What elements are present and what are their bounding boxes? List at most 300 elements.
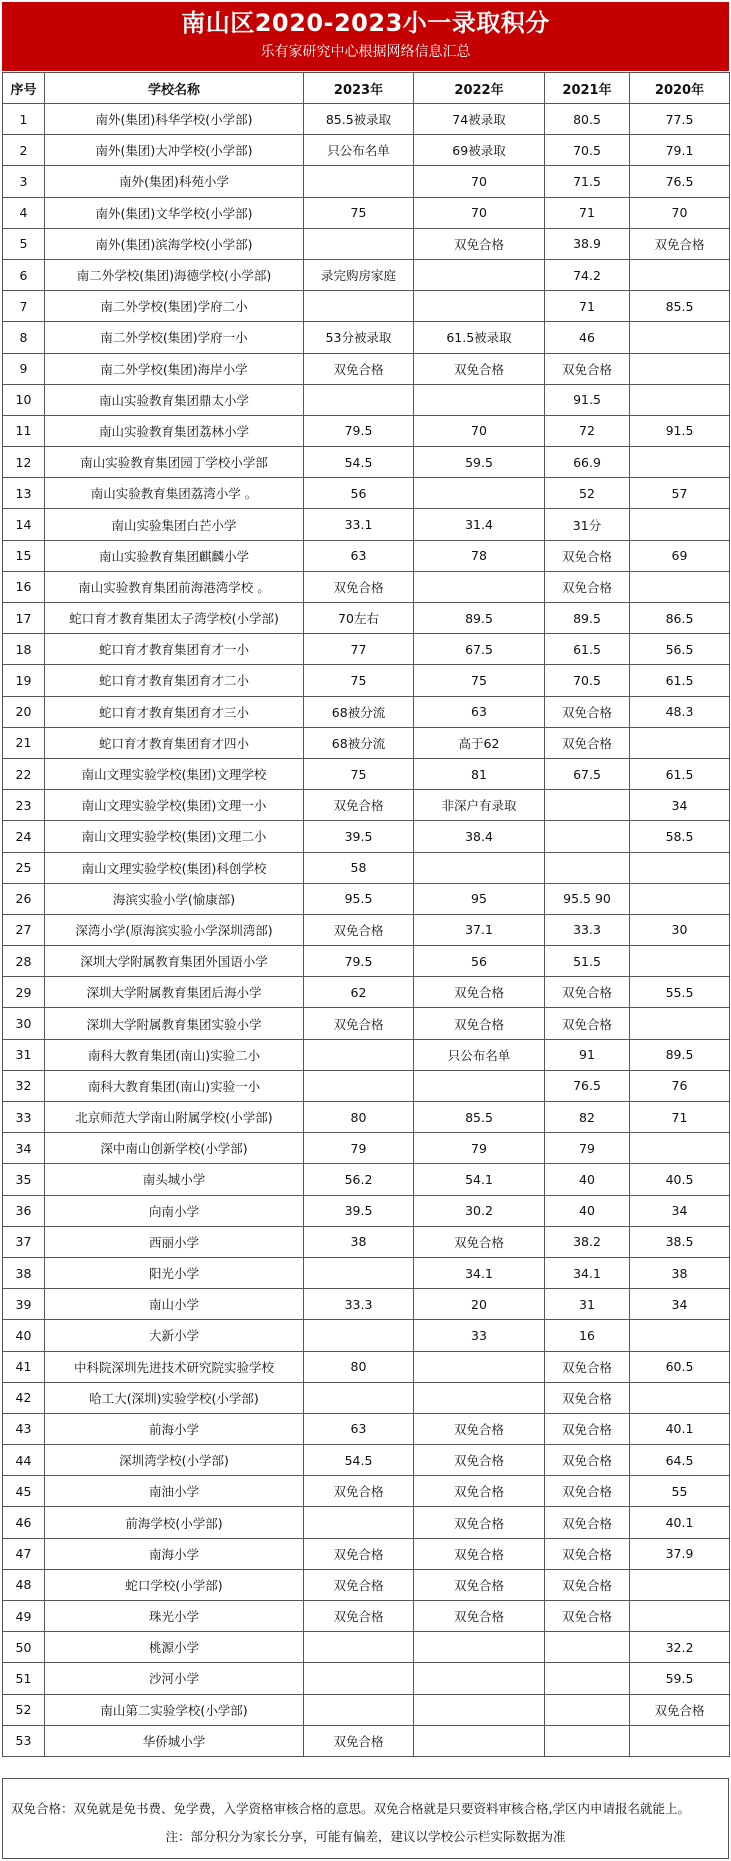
cell-2022: 70: [414, 166, 545, 197]
table-row: [3, 758, 730, 789]
table-row: [3, 1538, 730, 1569]
cell-2020: [630, 384, 730, 415]
cell-index: 15: [3, 540, 45, 571]
cell-2021: 52: [545, 478, 630, 509]
table-row: [3, 1632, 730, 1663]
cell-2020: 40.5: [630, 1164, 730, 1195]
cell-2022: 69被录取: [414, 135, 545, 166]
table-row: [3, 135, 730, 166]
cell-2021: 71: [545, 197, 630, 228]
cell-2021: 89.5: [545, 603, 630, 634]
cell-2023: [304, 1507, 414, 1538]
table-row: [3, 447, 730, 478]
cell-school-name: 南外(集团)滨海学校(小学部): [45, 228, 304, 259]
cell-2021: 双免合格: [545, 977, 630, 1008]
cell-2022: 双免合格: [414, 1507, 545, 1538]
cell-2023: 双免合格: [304, 1725, 414, 1756]
cell-index: 32: [3, 1070, 45, 1101]
cell-2020: 89.5: [630, 1039, 730, 1070]
cell-school-name: 深圳大学附属教育集团实验小学: [45, 1008, 304, 1039]
cell-school-name: 南海小学: [45, 1538, 304, 1569]
cell-2021: [545, 1632, 630, 1663]
table-row: [3, 1320, 730, 1351]
cell-2021: 91: [545, 1039, 630, 1070]
cell-2021: [545, 790, 630, 821]
cell-2023: [304, 1257, 414, 1288]
cell-index: 30: [3, 1008, 45, 1039]
footnote-box: [2, 1778, 729, 1859]
cell-2020: 40.1: [630, 1413, 730, 1444]
cell-2021: 34.1: [545, 1257, 630, 1288]
cell-2022: 70: [414, 197, 545, 228]
cell-2022: 34.1: [414, 1257, 545, 1288]
cell-2020: [630, 946, 730, 977]
cell-2020: 91.5: [630, 415, 730, 446]
cell-2020: [630, 353, 730, 384]
cell-school-name: 南油小学: [45, 1476, 304, 1507]
cell-2022: 双免合格: [414, 228, 545, 259]
cell-index: 9: [3, 353, 45, 384]
cell-index: 16: [3, 571, 45, 602]
cell-index: 34: [3, 1133, 45, 1164]
cell-2021: 双免合格: [545, 571, 630, 602]
cell-2022: [414, 384, 545, 415]
cell-2023: [304, 228, 414, 259]
cell-2020: 71: [630, 1102, 730, 1133]
cell-2022: 61.5被录取: [414, 322, 545, 353]
cell-school-name: 南山文理实验学校(集团)文理一小: [45, 790, 304, 821]
cell-2022: [414, 478, 545, 509]
cell-2023: 80: [304, 1351, 414, 1382]
cell-2020: [630, 1569, 730, 1600]
table-row: [3, 571, 730, 602]
table-row: [3, 1133, 730, 1164]
cell-2023: 33.1: [304, 509, 414, 540]
cell-2020: 70: [630, 197, 730, 228]
table-row: [3, 1289, 730, 1320]
cell-2022: 89.5: [414, 603, 545, 634]
cell-2021: 双免合格: [545, 1476, 630, 1507]
table-row: [3, 104, 730, 135]
cell-index: 35: [3, 1164, 45, 1195]
cell-school-name: 蛇口育才教育集团育才一小: [45, 634, 304, 665]
table-row: [3, 415, 730, 446]
table-row: [3, 1351, 730, 1382]
cell-2022: 63: [414, 696, 545, 727]
cell-school-name: 深湾小学(原海滨实验小学深圳湾部): [45, 914, 304, 945]
cell-2023: 39.5: [304, 1195, 414, 1226]
cell-2022: [414, 259, 545, 290]
cell-2020: 38: [630, 1257, 730, 1288]
cell-2020: 59.5: [630, 1663, 730, 1694]
cell-2023: 双免合格: [304, 1569, 414, 1600]
table-row: [3, 228, 730, 259]
cell-school-name: 向南小学: [45, 1195, 304, 1226]
cell-2023: 77: [304, 634, 414, 665]
cell-2021: [545, 821, 630, 852]
cell-2023: [304, 1663, 414, 1694]
cell-index: 8: [3, 322, 45, 353]
cell-2021: 双免合格: [545, 353, 630, 384]
cell-2021: 91.5: [545, 384, 630, 415]
table-row: [3, 1601, 730, 1632]
table-row: [3, 384, 730, 415]
cell-school-name: 大新小学: [45, 1320, 304, 1351]
cell-2021: 双免合格: [545, 1538, 630, 1569]
cell-2021: 40: [545, 1195, 630, 1226]
cell-index: 51: [3, 1663, 45, 1694]
table-row: [3, 259, 730, 290]
cell-index: 26: [3, 883, 45, 914]
cell-2020: [630, 852, 730, 883]
cell-school-name: 南山实验教育集团园丁学校小学部: [45, 447, 304, 478]
cell-school-name: 南二外学校(集团)海德学校(小学部): [45, 259, 304, 290]
table-row: [3, 166, 730, 197]
cell-index: 45: [3, 1476, 45, 1507]
cell-school-name: 哈工大(深圳)实验学校(小学部): [45, 1382, 304, 1413]
table-row: [3, 696, 730, 727]
cell-2023: 75: [304, 665, 414, 696]
column-header-2023: 2023年: [304, 73, 414, 104]
table-row: [3, 1039, 730, 1070]
cell-index: 41: [3, 1351, 45, 1382]
table-row: [3, 1008, 730, 1039]
table-row: [3, 914, 730, 945]
cell-2022: 54.1: [414, 1164, 545, 1195]
cell-2020: [630, 727, 730, 758]
cell-2020: 64.5: [630, 1445, 730, 1476]
cell-2021: [545, 1694, 630, 1725]
cell-2023: 63: [304, 540, 414, 571]
cell-2020: 85.5: [630, 291, 730, 322]
cell-2020: 58.5: [630, 821, 730, 852]
cell-2022: [414, 852, 545, 883]
cell-2021: 67.5: [545, 758, 630, 789]
cell-2023: 79.5: [304, 415, 414, 446]
cell-2020: 76.5: [630, 166, 730, 197]
cell-2022: 非深户有录取: [414, 790, 545, 821]
cell-2021: 61.5: [545, 634, 630, 665]
table-body: [3, 104, 730, 1757]
cell-2023: 双免合格: [304, 353, 414, 384]
cell-2022: 78: [414, 540, 545, 571]
cell-2023: 56.2: [304, 1164, 414, 1195]
cell-school-name: 前海学校(小学部): [45, 1507, 304, 1538]
cell-2022: 81: [414, 758, 545, 789]
cell-index: 17: [3, 603, 45, 634]
cell-school-name: 深圳湾学校(小学部): [45, 1445, 304, 1476]
cell-2020: [630, 1320, 730, 1351]
cell-2023: 75: [304, 758, 414, 789]
table-row: [3, 634, 730, 665]
cell-2023: 33.3: [304, 1289, 414, 1320]
cell-2021: 66.9: [545, 447, 630, 478]
cell-2023: [304, 1632, 414, 1663]
cell-2021: 51.5: [545, 946, 630, 977]
cell-2023: 75: [304, 197, 414, 228]
cell-index: 3: [3, 166, 45, 197]
cell-index: 52: [3, 1694, 45, 1725]
table-row: [3, 540, 730, 571]
cell-2022: 双免合格: [414, 1226, 545, 1257]
cell-index: 49: [3, 1601, 45, 1632]
cell-school-name: 南山小学: [45, 1289, 304, 1320]
cell-2021: 72: [545, 415, 630, 446]
cell-2021: 双免合格: [545, 1351, 630, 1382]
header-banner: [2, 2, 729, 71]
cell-2023: 62: [304, 977, 414, 1008]
cell-2021: 双免合格: [545, 1445, 630, 1476]
cell-school-name: 南科大教育集团(南山)实验一小: [45, 1070, 304, 1101]
cell-2022: [414, 1351, 545, 1382]
table-row: [3, 821, 730, 852]
cell-2022: 70: [414, 415, 545, 446]
cell-2020: 55.5: [630, 977, 730, 1008]
cell-2023: 只公布名单: [304, 135, 414, 166]
cell-2021: 38.9: [545, 228, 630, 259]
cell-2020: 48.3: [630, 696, 730, 727]
cell-school-name: 南山文理实验学校(集团)文理二小: [45, 821, 304, 852]
cell-2022: [414, 1070, 545, 1101]
cell-index: 7: [3, 291, 45, 322]
cell-index: 13: [3, 478, 45, 509]
page-subtitle: 乐有家研究中心根据网络信息汇总: [260, 44, 471, 60]
footnote-definition: 双免合格：双免就是免书费、免学费，入学资格审核合格的意思。双免合格就是只要资料审核合格,学区内申请报名就能上。: [11, 1801, 690, 1816]
cell-2021: 70.5: [545, 135, 630, 166]
cell-school-name: 中科院深圳先进技术研究院实验学校: [45, 1351, 304, 1382]
table-row: [3, 291, 730, 322]
cell-school-name: 南外(集团)科华学校(小学部): [45, 104, 304, 135]
admission-score-table: [2, 72, 730, 1757]
cell-index: 43: [3, 1413, 45, 1444]
cell-2022: 74被录取: [414, 104, 545, 135]
table-row: [3, 1694, 730, 1725]
cell-2022: 33: [414, 1320, 545, 1351]
table-row: [3, 1164, 730, 1195]
cell-2020: [630, 883, 730, 914]
cell-school-name: 南头城小学: [45, 1164, 304, 1195]
table-row: [3, 197, 730, 228]
cell-2021: 40: [545, 1164, 630, 1195]
cell-index: 36: [3, 1195, 45, 1226]
cell-2021: 46: [545, 322, 630, 353]
cell-school-name: 蛇口育才教育集团太子湾学校(小学部): [45, 603, 304, 634]
cell-2023: 双免合格: [304, 1476, 414, 1507]
cell-2022: [414, 291, 545, 322]
cell-school-name: 北京师范大学南山附属学校(小学部): [45, 1102, 304, 1133]
cell-2020: 61.5: [630, 665, 730, 696]
table-row: [3, 509, 730, 540]
cell-2020: 56.5: [630, 634, 730, 665]
cell-school-name: 桃源小学: [45, 1632, 304, 1663]
cell-2023: [304, 1694, 414, 1725]
cell-index: 44: [3, 1445, 45, 1476]
cell-2022: [414, 571, 545, 602]
table-row: [3, 1725, 730, 1756]
table-row: [3, 1569, 730, 1600]
cell-2021: 双免合格: [545, 1382, 630, 1413]
cell-2022: 双免合格: [414, 1601, 545, 1632]
cell-2020: 60.5: [630, 1351, 730, 1382]
cell-index: 33: [3, 1102, 45, 1133]
cell-2021: 95.5 90: [545, 883, 630, 914]
cell-school-name: 南山第二实验学校(小学部): [45, 1694, 304, 1725]
table-row: [3, 1070, 730, 1101]
cell-index: 2: [3, 135, 45, 166]
cell-2022: 31.4: [414, 509, 545, 540]
table-row: [3, 665, 730, 696]
table-row: [3, 852, 730, 883]
cell-2020: 55: [630, 1476, 730, 1507]
cell-2020: [630, 1601, 730, 1632]
cell-2020: 61.5: [630, 758, 730, 789]
cell-2022: 双免合格: [414, 1569, 545, 1600]
cell-2022: [414, 1694, 545, 1725]
column-header-school: 学校名称: [45, 73, 304, 104]
table-row: [3, 1413, 730, 1444]
cell-2021: 74.2: [545, 259, 630, 290]
cell-2021: 31: [545, 1289, 630, 1320]
table-row: [3, 353, 730, 384]
cell-index: 39: [3, 1289, 45, 1320]
cell-2022: 双免合格: [414, 353, 545, 384]
cell-2021: 双免合格: [545, 727, 630, 758]
cell-school-name: 深圳大学附属教育集团后海小学: [45, 977, 304, 1008]
cell-2020: 34: [630, 790, 730, 821]
cell-2023: 95.5: [304, 883, 414, 914]
cell-2023: 68被分流: [304, 727, 414, 758]
cell-2022: [414, 1663, 545, 1694]
cell-2021: 双免合格: [545, 1507, 630, 1538]
cell-2022: 20: [414, 1289, 545, 1320]
table-row: [3, 1445, 730, 1476]
table-row: [3, 883, 730, 914]
cell-school-name: 南外(集团)科苑小学: [45, 166, 304, 197]
cell-2020: 57: [630, 478, 730, 509]
cell-2020: 40.1: [630, 1507, 730, 1538]
cell-2022: 95: [414, 883, 545, 914]
cell-school-name: 南山实验教育集团荔湾小学 。: [45, 478, 304, 509]
cell-school-name: 南山实验教育集团荔林小学: [45, 415, 304, 446]
cell-2020: [630, 1725, 730, 1756]
cell-index: 1: [3, 104, 45, 135]
cell-2021: 71.5: [545, 166, 630, 197]
table-row: [3, 1382, 730, 1413]
cell-2023: [304, 291, 414, 322]
cell-index: 37: [3, 1226, 45, 1257]
cell-2020: [630, 1133, 730, 1164]
cell-2022: 双免合格: [414, 977, 545, 1008]
cell-2020: 30: [630, 914, 730, 945]
cell-2023: 双免合格: [304, 1008, 414, 1039]
cell-2022: 双免合格: [414, 1413, 545, 1444]
cell-school-name: 南二外学校(集团)海岸小学: [45, 353, 304, 384]
cell-2023: 63: [304, 1413, 414, 1444]
cell-index: 46: [3, 1507, 45, 1538]
cell-2022: 79: [414, 1133, 545, 1164]
cell-2021: 双免合格: [545, 1413, 630, 1444]
cell-index: 27: [3, 914, 45, 945]
cell-2022: 双免合格: [414, 1538, 545, 1569]
cell-school-name: 南山实验教育集团麒麟小学: [45, 540, 304, 571]
cell-2021: 70.5: [545, 665, 630, 696]
cell-2020: 34: [630, 1195, 730, 1226]
cell-2022: 双免合格: [414, 1445, 545, 1476]
cell-index: 20: [3, 696, 45, 727]
table-row: [3, 1257, 730, 1288]
cell-2023: 双免合格: [304, 790, 414, 821]
cell-2020: 双免合格: [630, 228, 730, 259]
cell-index: 47: [3, 1538, 45, 1569]
table-row: [3, 727, 730, 758]
cell-index: 28: [3, 946, 45, 977]
cell-2023: [304, 384, 414, 415]
cell-2023: 双免合格: [304, 914, 414, 945]
cell-2023: [304, 1382, 414, 1413]
cell-index: 53: [3, 1725, 45, 1756]
table-row: [3, 322, 730, 353]
cell-2020: [630, 322, 730, 353]
cell-school-name: 华侨城小学: [45, 1725, 304, 1756]
cell-2023: [304, 166, 414, 197]
cell-2021: [545, 1725, 630, 1756]
table-row: [3, 1102, 730, 1133]
column-header-2022: 2022年: [414, 73, 545, 104]
cell-2021: 76.5: [545, 1070, 630, 1101]
cell-2020: [630, 571, 730, 602]
cell-2021: 31分: [545, 509, 630, 540]
cell-2020: [630, 447, 730, 478]
cell-index: 42: [3, 1382, 45, 1413]
cell-2022: 高于62: [414, 727, 545, 758]
table-row: [3, 478, 730, 509]
cell-2023: [304, 1039, 414, 1070]
cell-2023: 79.5: [304, 946, 414, 977]
cell-school-name: 蛇口育才教育集团育才三小: [45, 696, 304, 727]
cell-index: 19: [3, 665, 45, 696]
cell-2020: [630, 1382, 730, 1413]
cell-index: 25: [3, 852, 45, 883]
column-header-2021: 2021年: [545, 73, 630, 104]
cell-2021: 38.2: [545, 1226, 630, 1257]
cell-school-name: 西丽小学: [45, 1226, 304, 1257]
cell-2020: 79.1: [630, 135, 730, 166]
cell-2021: [545, 1663, 630, 1694]
table-header-row: [3, 73, 730, 104]
cell-index: 40: [3, 1320, 45, 1351]
cell-2023: 70左右: [304, 603, 414, 634]
cell-school-name: 南科大教育集团(南山)实验二小: [45, 1039, 304, 1070]
cell-index: 22: [3, 758, 45, 789]
table-row: [3, 1507, 730, 1538]
cell-2022: 双免合格: [414, 1476, 545, 1507]
cell-school-name: 南山文理实验学校(集团)文理学校: [45, 758, 304, 789]
cell-2020: 69: [630, 540, 730, 571]
cell-2023: [304, 1070, 414, 1101]
cell-school-name: 深中南山创新学校(小学部): [45, 1133, 304, 1164]
cell-2021: 双免合格: [545, 1569, 630, 1600]
cell-2022: [414, 1632, 545, 1663]
cell-2021: 双免合格: [545, 540, 630, 571]
table-row: [3, 790, 730, 821]
cell-index: 6: [3, 259, 45, 290]
cell-index: 23: [3, 790, 45, 821]
cell-2022: [414, 1382, 545, 1413]
cell-2023: 录完购房家庭: [304, 259, 414, 290]
cell-school-name: 南山文理实验学校(集团)科创学校: [45, 852, 304, 883]
column-header-index: 序号: [3, 73, 45, 104]
cell-index: 4: [3, 197, 45, 228]
